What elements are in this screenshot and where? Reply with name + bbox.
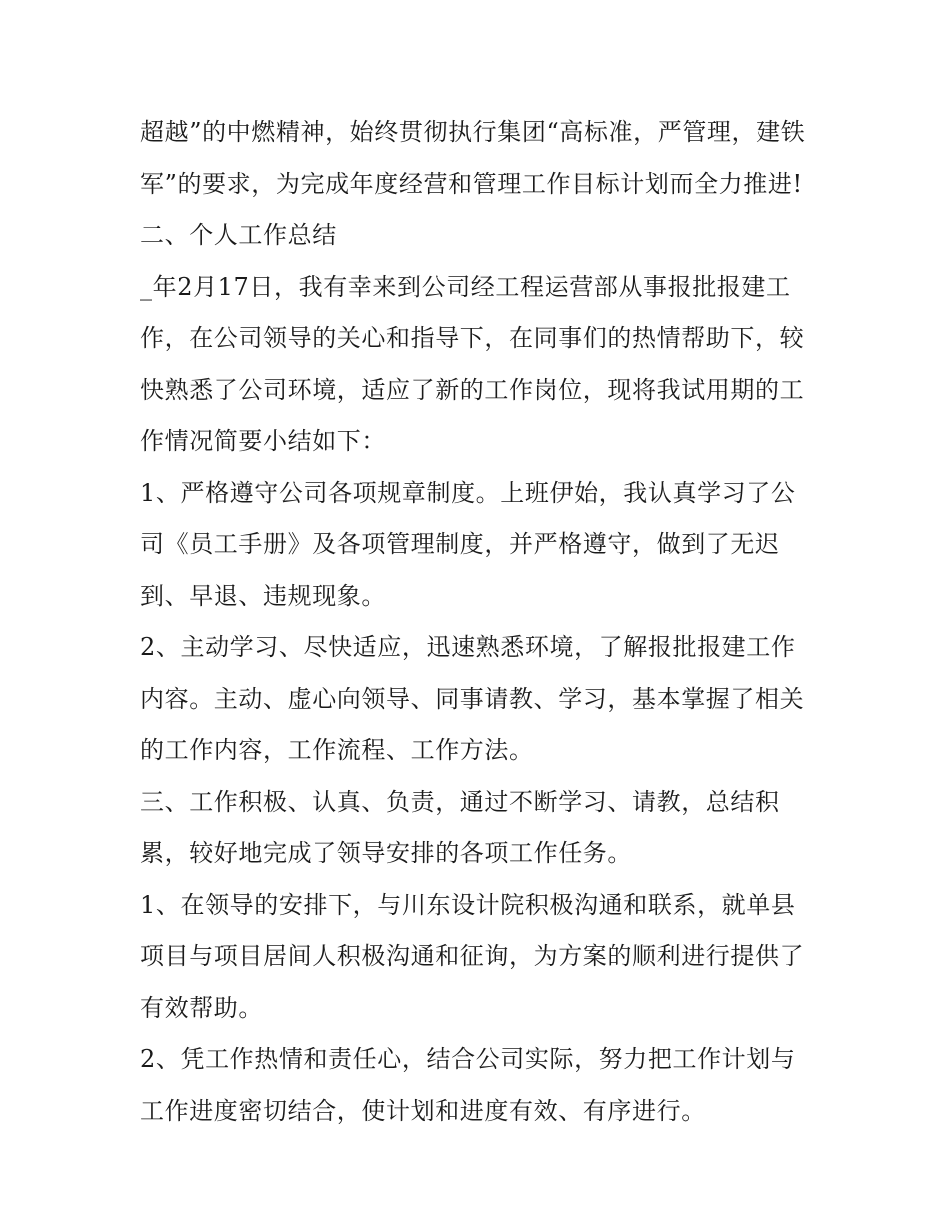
text-line: _年2月17日，我有幸来到公司经工程运营部从事报批报建工: [140, 272, 791, 301]
text-line: 工作进度密切结合，使计划和进度有效、有序进行。: [140, 1096, 706, 1125]
text-line: 内容。主动、虚心向领导、同事请教、学习，基本掌握了相关: [140, 684, 805, 713]
text-line: 到、早退、违规现象。: [140, 581, 386, 610]
text-line: 快熟悉了公司环境，适应了新的工作岗位，现将我试用期的工: [140, 375, 805, 404]
list-item: 1、在领导的安排下，与川东设计院积极沟通和联系，就单县: [140, 890, 796, 919]
text-line: 累，较好地完成了领导安排的各项工作任务。: [140, 839, 632, 867]
text-line: 军”的要求，为完成年度经营和管理工作目标计划而全力推进!: [140, 169, 803, 198]
list-item: 2、凭工作热情和责任心，结合公司实际，努力把工作计划与: [140, 1045, 796, 1073]
text-line: 有效帮助。: [140, 993, 263, 1022]
list-item: 2、主动学习、尽快适应，迅速熟悉环境，了解报批报建工作: [140, 633, 796, 661]
text-line: 超越”的中燃精神，始终贯彻执行集团“高标准，严管理，建铁: [140, 118, 806, 146]
document-body: [140, 107, 815, 1137]
text-line: 作，在公司领导的关心和指导下，在同事们的热情帮助下，较: [140, 324, 805, 352]
text-line: 项目与项目居间人积极沟通和征询，为方案的顺利进行提供了: [140, 942, 805, 970]
section-heading: 二、个人工作总结: [140, 221, 337, 249]
list-item: 1、严格遵守公司各项规章制度。上班伊始，我认真学习了公: [140, 478, 796, 507]
text-line: 作情况简要小结如下：: [140, 427, 386, 455]
text-line: 的工作内容，工作流程、工作方法。: [140, 736, 534, 764]
section-heading: 三、工作积极、认真、负责，通过不断学习、请教，总结积: [140, 787, 780, 816]
text-line: 司《员工手册》及各项管理制度，并严格遵守，做到了无迟: [140, 530, 780, 558]
